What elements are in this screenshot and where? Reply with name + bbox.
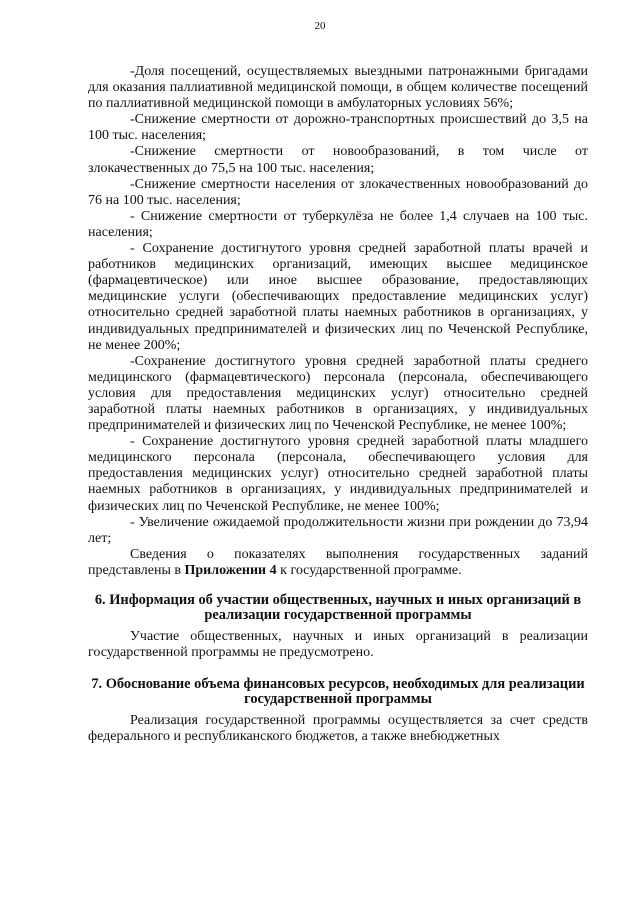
appendix-reference-text: Сведения о показателях выполнения государственных заданий представлены в [88,546,588,578]
appendix-reference-tail: к государственной программе. [276,562,462,578]
document-body [88,64,588,761]
bullet-paragraph: - Снижение смертности от туберкулёза не более 1,4 случаев на 100 тыс. населения; [88,208,588,240]
bullet-paragraph: -Доля посещений, осуществляемых выездными патронажными бригадами для оказания паллиативной медицинской помощи, в общем количестве посещений по паллиативной медицинской помощи в амбулаторных условиях 56%; [88,64,588,112]
bullet-paragraph: - Увеличение ожидаемой продолжительности жизни при рождении до 73,94 лет; [88,514,588,546]
bullet-paragraph: - Сохранение достигнутого уровня средней заработной платы врачей и работников медицинских организаций, имеющих высшее медицинское (фармацевтическое) или иное высшее образование, предоставляющих медицинские услуги (обеспечивающих предоставление медицинских услуг) относительно средней заработной платы наемных работников в организациях, у индивидуальных предпринимателей и физических лиц по Чеченской Республике, не менее 200%; [88,241,588,353]
bullet-paragraph: -Снижение смертности от новообразований, в том числе от злокачественных до 75,5 на 100 тыс. населения; [88,144,588,176]
appendix-link-text: Приложении 4 [184,562,277,578]
bullet-paragraph: - Сохранение достигнутого уровня средней заработной платы младшего медицинского персонала (персонала, обеспечивающего условия для предоставления медицинских услуг) относительно средней заработной платы наемных работников в организациях, у индивидуальных предпринимателей и физических лиц по Чеченской Республике, не менее 100%; [88,434,588,514]
section-7-text: Реализация государственной программы осуществляется за счет средств федерального и республиканского бюджетов, а также внебюджетных [88,713,588,745]
page-number: 20 [314,20,326,32]
bullet-paragraph: -Сохранение достигнутого уровня средней заработной платы среднего медицинского (фармацевтического) персонала (персонала, обеспечивающего условия для предоставления медицинских услуг) относительно средней заработной платы наемных работников в организациях, у индивидуальных предпринимателей и физических лиц по Чеченской Республике, не менее 100%; [88,353,588,434]
section-7-heading: 7. Обоснование объема финансовых ресурсов, необходимых для реализации государственной программы [91,676,585,708]
bullet-paragraph: -Снижение смертности от дорожно-транспортных происшествий до 3,5 на 100 тыс. населения; [88,112,588,144]
appendix-reference-paragraph [88,547,588,579]
bullet-paragraph: -Снижение смертности населения от злокачественных новообразований до 76 на 100 тыс. населения; [88,176,588,208]
section-6-text: Участие общественных, научных и иных организаций в реализации государственной программы не предусмотрено. [88,629,588,661]
section-6-heading: 6. Информация об участии общественных, научных и иных организаций в реализации государственной программы [94,592,582,623]
